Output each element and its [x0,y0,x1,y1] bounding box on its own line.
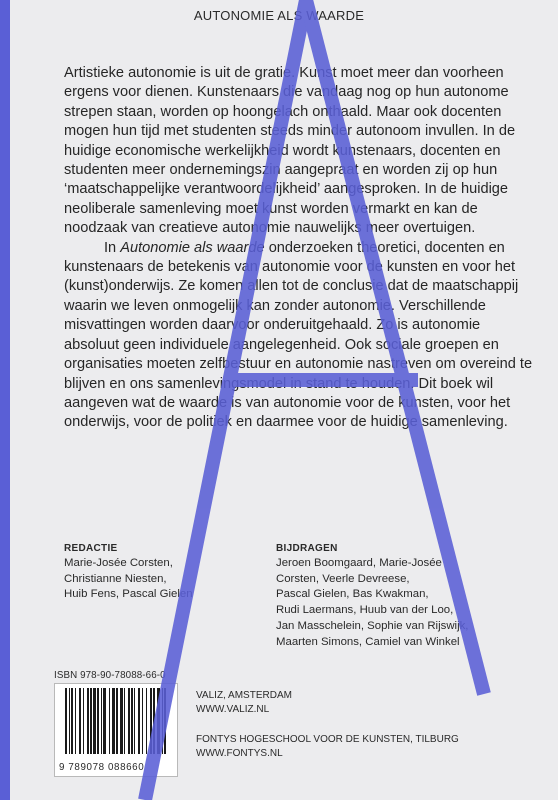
barcode-bar [109,688,110,754]
barcode-bar [138,688,140,754]
contributors-heading: BIJDRAGEN [276,543,338,554]
partner-name: FONTYS HOGESCHOOL VOOR DE KUNSTEN, TILBURG [196,734,459,745]
editors-section [64,543,254,603]
publisher-url: WWW.VALIZ.NL [196,703,270,715]
barcode-bar [93,688,96,754]
barcode-bar [75,688,76,754]
barcode-bar [124,688,125,754]
accent-bar [0,0,10,800]
barcode-bar [97,688,99,754]
barcode-bar [101,688,102,754]
editors-heading: REDACTIE [64,543,118,554]
blurb-paragraph-1: Artistieke autonomie is uit de gratie. Kunst moet meer dan voorheen ergens voor dienen. Kunstenaars die vandaag nog op hun autonome strepen staan, worden op hoongelach onthaald. Maar ook docenten mogen hun tijd met studenten steeds minder autonoom invullen. In de huidige economische werkelijkheid wordt kunstenaars, docenten en studenten meer ondernemingszin aangepraat en worden zij op hun ‘maatschappelijke verantwoordelijkheid’ aangesproken. In de huidige neoliberale samenleving moet kunst worden vermarkt en kan de noodzaak van creatieve autonomie nauwelijks meer overtuigen. [64,65,516,237]
barcode-bar [164,688,166,754]
barcode-bar [162,688,163,754]
barcode-bar [83,688,84,754]
barcode-bar [128,688,130,754]
book-title-inline: Autonomie als waarde [120,239,265,256]
barcode-bar [150,688,152,754]
barcode-bar [90,688,92,754]
barcode-bar [69,688,70,754]
publisher-name: VALIZ, AMSTERDAM [196,690,292,701]
barcode-bar [87,688,89,754]
editors-names: Marie-Josée Corsten, Christianne Niesten, Huib Fens, Pascal Gielen [64,557,193,601]
publisher-block [196,689,526,716]
partner-block [196,733,526,760]
barcode-bar [142,688,143,754]
barcode-bar [153,688,155,754]
blurb-paragraph-2-start: In [104,239,121,256]
barcode-bar [120,688,123,754]
book-title-header: AUTONOMIE ALS WAARDE [193,8,365,23]
barcode-bar [103,688,106,754]
barcode-digits: 9 789078 088660 [59,762,145,773]
barcode-bar [79,688,81,754]
barcode-bar [157,688,160,754]
partner-url: WWW.FONTYS.NL [196,747,283,759]
contributors-names: Jeroen Boomgaard, Marie-Josée Corsten, Veerle Devreese, Pascal Gielen, Bas Kwakman, Rudi Laermans, Huub van der Loo, Jan Masschelein, Sophie van Rijswijk, Maarten Simons, Camiel van Winkel [276,557,469,648]
contributors-section [276,543,526,650]
publisher-info [196,689,526,777]
blurb-paragraph-2 [64,239,534,433]
isbn-label: ISBN 978-90-78088-66-0 [54,670,166,681]
barcode-bar [65,688,67,754]
barcode-bar [71,688,73,754]
barcode-bar [112,688,115,754]
barcode-bar [146,688,147,754]
blurb-text [64,64,534,433]
barcode-bar [116,688,118,754]
blurb-paragraph-2-rest: onderzoeken theoretici, docenten en kunstenaars de betekenis van autonomie voor de kunsten en voor het (kunst)onderwijs. Ze komen allen tot de conclusie dat de maatschappij waarin we leven onmogelijk kan zonder autonomie. Verschillende misvattingen worden daarvoor onderuitgehaald. Zo is autonomie absoluut geen individuele aangelegenheid. Ook sociale groepen en organisaties moeten zelfbestuur en autonomie nastreven om overeind te blijven en ons samenlevingsmodel in stand te houden. Dit boek wil aangeven wat de waarde is van autonomie voor de kunsten, voor het onderwijs, voor de politiek en daarmee voor de huidige samenleving. [64,239,533,431]
barcode-bars-icon [59,688,173,758]
barcode [54,683,178,777]
barcode-bar [131,688,133,754]
isbn-barcode [54,670,177,774]
barcode-bar [134,688,135,754]
